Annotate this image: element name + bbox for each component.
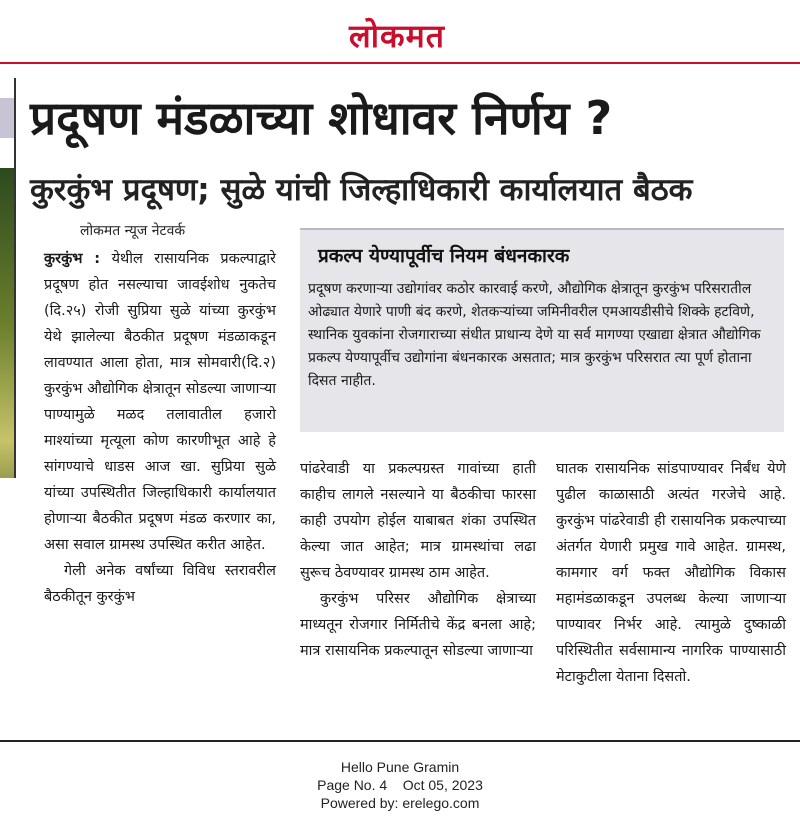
adjacent-image-top [0,98,14,138]
adjacent-image-photo [0,168,14,478]
article-dateline: कुरकुंभ : [44,251,101,267]
sidebar-box-title: प्रकल्प येण्यापूर्वीच नियम बंधनकारक [318,245,570,267]
article-paragraph: गेली अनेक वर्षांच्या विविध स्तरावरील बैठकीतून कुरकुंभ [44,563,276,605]
masthead [0,0,800,66]
article-paragraph: येथील रासायनिक प्रकल्पाद्वारे प्रदूषण होत नसल्याचा जावईशोध नुकतेच (दि.२५) रोजी सुप्रिया सुळे यांच्या कुरकुंभ येथे झालेल्या बैठकीत प्रदूषण मंडळाकडून लावण्यात आला होता, मात्र सोमवारी(दि.२) कुरकुंभ औद्योगिक क्षेत्रातून सोडल्या जाणाऱ्या पाण्यामुळे मळद तलावातील हजारो माश्यांच्या मृत्यूला कोण कारणीभूत आहे हे सांगण्याचे धाडस आज खा. सुप्रिया सुळे यांच्या उपस्थितीत जिल्हाधिकारी कार्यालयात होणाऱ्या बैठकीत प्रदूषण मंडळ करणार का, असा सवाल ग्रामस्थ उपस्थित करीत आहेत. [44,251,276,553]
article-column-1 [44,246,276,610]
article-paragraph: घातक रासायनिक सांडपाण्यावर निर्बंध येणे पुढील काळासाठी अत्यंत गरजेचे आहे. कुरकुंभ पांढरेवाडी ही रासायनिक प्रकल्पाच्या अंतर्गत येणारी प्रमुख गावे आहेत. ग्रामस्थ, कामगार वर्ग फक्त औद्योगिक विकास महामंडळाकडून उपलब्ध केल्या जाणाऱ्या पाण्यावर निर्भर आहे. त्यामुळे दुष्काळी परिस्थितीत सर्वसामान्य नागरिक पाण्यासाठी मेटाकुटीला येताना दिसतो. [556,461,786,685]
article-paragraph: पांढरेवाडी या प्रकल्पग्रस्त गावांच्या हाती काहीच लागले नसल्याने या बैठकीचा फारसा काही उपयोग होईल याबाबत शंका उपस्थित केल्या जात आहेत; मात्र ग्रामस्थांचा लढा सुरूच ठेवण्यावर ग्रामस्थ ठाम आहेत. [300,461,536,581]
sidebar-box [300,228,784,432]
footer-page-date: Page No. 4 Oct 05, 2023 [317,777,483,793]
column-divider [14,78,16,478]
article-headline: प्रदूषण मंडळाच्या शोधावर निर्णय ? [30,91,613,145]
footer-powered-by: Powered by: erelego.com [320,795,480,811]
article-byline: लोकमत न्यूज नेटवर्क [80,223,186,239]
page-footer [0,758,800,812]
article-paragraph: कुरकुंभ परिसर औद्योगिक क्षेत्राच्या माध्यतून रोजगार निर्मितीचे केंद्र बनला आहे; मात्र रासायनिक प्रकल्पातून सोडल्या जाणाऱ्या [300,591,536,659]
footer-edition: Hello Pune Gramin [340,759,460,775]
article-column-3 [556,456,786,690]
article-subheadline: कुरकुंभ प्रदूषण; सुळे यांची जिल्हाधिकारी कार्यालयात बैठक [30,172,693,208]
article-column-2 [300,456,536,664]
sidebar-box-text: प्रदूषण करणाऱ्या उद्योगांवर कठोर कारवाई करणे, औद्योगिक क्षेत्रातून कुरकुंभ परिसरातील ओढ्यात येणारे पाणी बंद करणे, शेतकऱ्यांच्या जमिनीवरील एमआयडीसीचे शिक्के हटविणे, स्थानिक युवकांना रोजगाराच्या संधीत प्राधान्य देणे या सर्व मागण्या एखाद्या क्षेत्रात औद्योगिक प्रकल्प येण्यापूर्वीच उद्योगांना बंधनकारक असतात; मात्र कुरकुंभ परिसरात त्या पूर्ण होताना दिसत नाहीत. [308,281,761,389]
masthead-rule [0,62,800,64]
newspaper-logo: लोकमत [349,17,445,55]
adjacent-article-image [0,78,14,478]
